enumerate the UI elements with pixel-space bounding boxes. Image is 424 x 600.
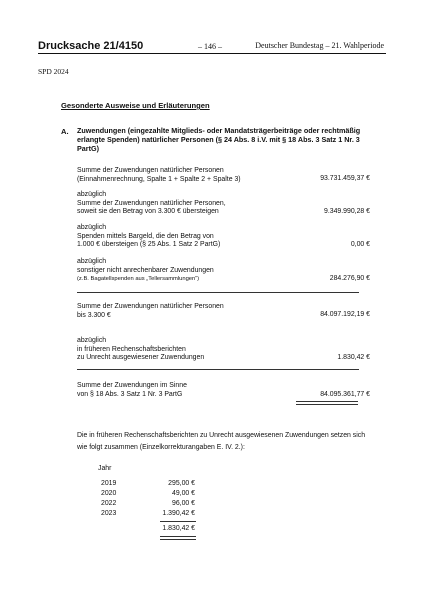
row-amount: 84.097.192,19 € [320, 311, 370, 318]
year-label: 2023 [101, 510, 117, 517]
year-amount: 1.390,42 € [162, 510, 195, 517]
explanation-paragraph: Die in früheren Rechenschaftsberichten zu Unrecht ausgewiesenen Zuwendungen setzen sich wie folgt zusammen (Einzelkorrekturangaben E. IV. 2.): [77, 432, 366, 452]
divider-line [77, 369, 359, 370]
row-amount: 9.349.990,28 € [324, 208, 370, 215]
row-line: Spenden mittels Bargeld, die den Betrag von [77, 232, 214, 240]
document-number-value: 4150 [118, 40, 144, 52]
double-underline [160, 536, 196, 540]
year-amount: 96,00 € [172, 500, 195, 507]
header-divider [38, 53, 386, 54]
section-a-title: Zuwendungen (eingezahlte Mitglieds- oder Mandatsträgerbeiträge oder rechtmäßig erlangte Spenden) natürlicher Personen (§ 24 Abs. 8 i.V. mit § 18 Abs. 3 Satz 1 Nr. 3 PartG) [77, 126, 361, 154]
page-number: – 146 – [198, 42, 222, 51]
section-title: Gesonderte Ausweise und Erläuterungen [61, 101, 210, 110]
row-label-final-total [77, 382, 287, 399]
row-line: abzüglich [77, 258, 107, 265]
row-line: bis 3.300 € [77, 311, 111, 319]
year-label: 2020 [101, 490, 117, 497]
row-label-up-to-threshold [77, 303, 287, 320]
row-line: abzüglich [77, 224, 107, 231]
row-line: von § 18 Abs. 3 Satz 1 Nr. 3 PartG [77, 390, 183, 398]
row-line: sonstiger nicht anrechenbarer Zuwendungen [77, 266, 214, 274]
divider-line [77, 292, 359, 293]
year-label: 2022 [101, 500, 117, 507]
row-amount: 1.830,42 € [337, 354, 370, 361]
year-amount: 49,00 € [172, 490, 195, 497]
row-label-other-contributions [77, 258, 287, 284]
row-line: soweit sie den Betrag von 3.300 € übersteigen [77, 208, 219, 216]
row-label-cash-donations [77, 224, 287, 250]
party-label: SPD 2024 [38, 67, 69, 76]
row-label-total-natural-persons [77, 167, 287, 184]
row-line: Summe der Zuwendungen im Sinne [77, 382, 187, 389]
row-line: abzüglich [77, 337, 107, 344]
document-number-prefix: Drucksache 21/ [38, 40, 119, 52]
row-line: Summe der Zuwendungen natürlicher Personen [77, 303, 224, 310]
row-line: zu Unrecht ausgewiesener Zuwendungen [77, 354, 205, 362]
double-underline [296, 401, 358, 405]
year-total-amount: 1.830,42 € [162, 525, 195, 532]
row-label-over-threshold [77, 191, 287, 217]
row-line: abzüglich [77, 191, 107, 198]
row-note: (z.B. Bagatellspenden aus „Tellersammlungen“) [77, 276, 200, 283]
row-line: (Einnahmenrechnung, Spalte 1 + Spalte 2 + Spalte 3) [77, 175, 241, 183]
row-line: Summe der Zuwendungen natürlicher Personen, [77, 199, 226, 207]
year-column-header: Jahr [98, 465, 112, 472]
row-label-prior-corrections [77, 337, 287, 363]
institution-label: Deutscher Bundestag – 21. Wahlperiode [255, 41, 384, 50]
row-line: Summe der Zuwendungen natürlicher Personen [77, 167, 224, 174]
row-amount-final: 84.095.361,77 € [320, 391, 370, 398]
row-line: in früheren Rechenschaftsberichten [77, 345, 186, 353]
subtotal-line [160, 521, 196, 522]
row-amount: 0,00 € [350, 241, 370, 248]
row-line: 1.000 € übersteigen (§ 25 Abs. 1 Satz 2 PartG) [77, 241, 221, 249]
document-number [38, 40, 143, 52]
year-amount: 295,00 € [168, 480, 195, 487]
section-a-letter: A. [61, 127, 69, 136]
row-amount: 284.276,90 € [329, 275, 370, 282]
year-label: 2019 [101, 480, 117, 487]
row-amount: 93.731.459,37 € [320, 175, 370, 182]
